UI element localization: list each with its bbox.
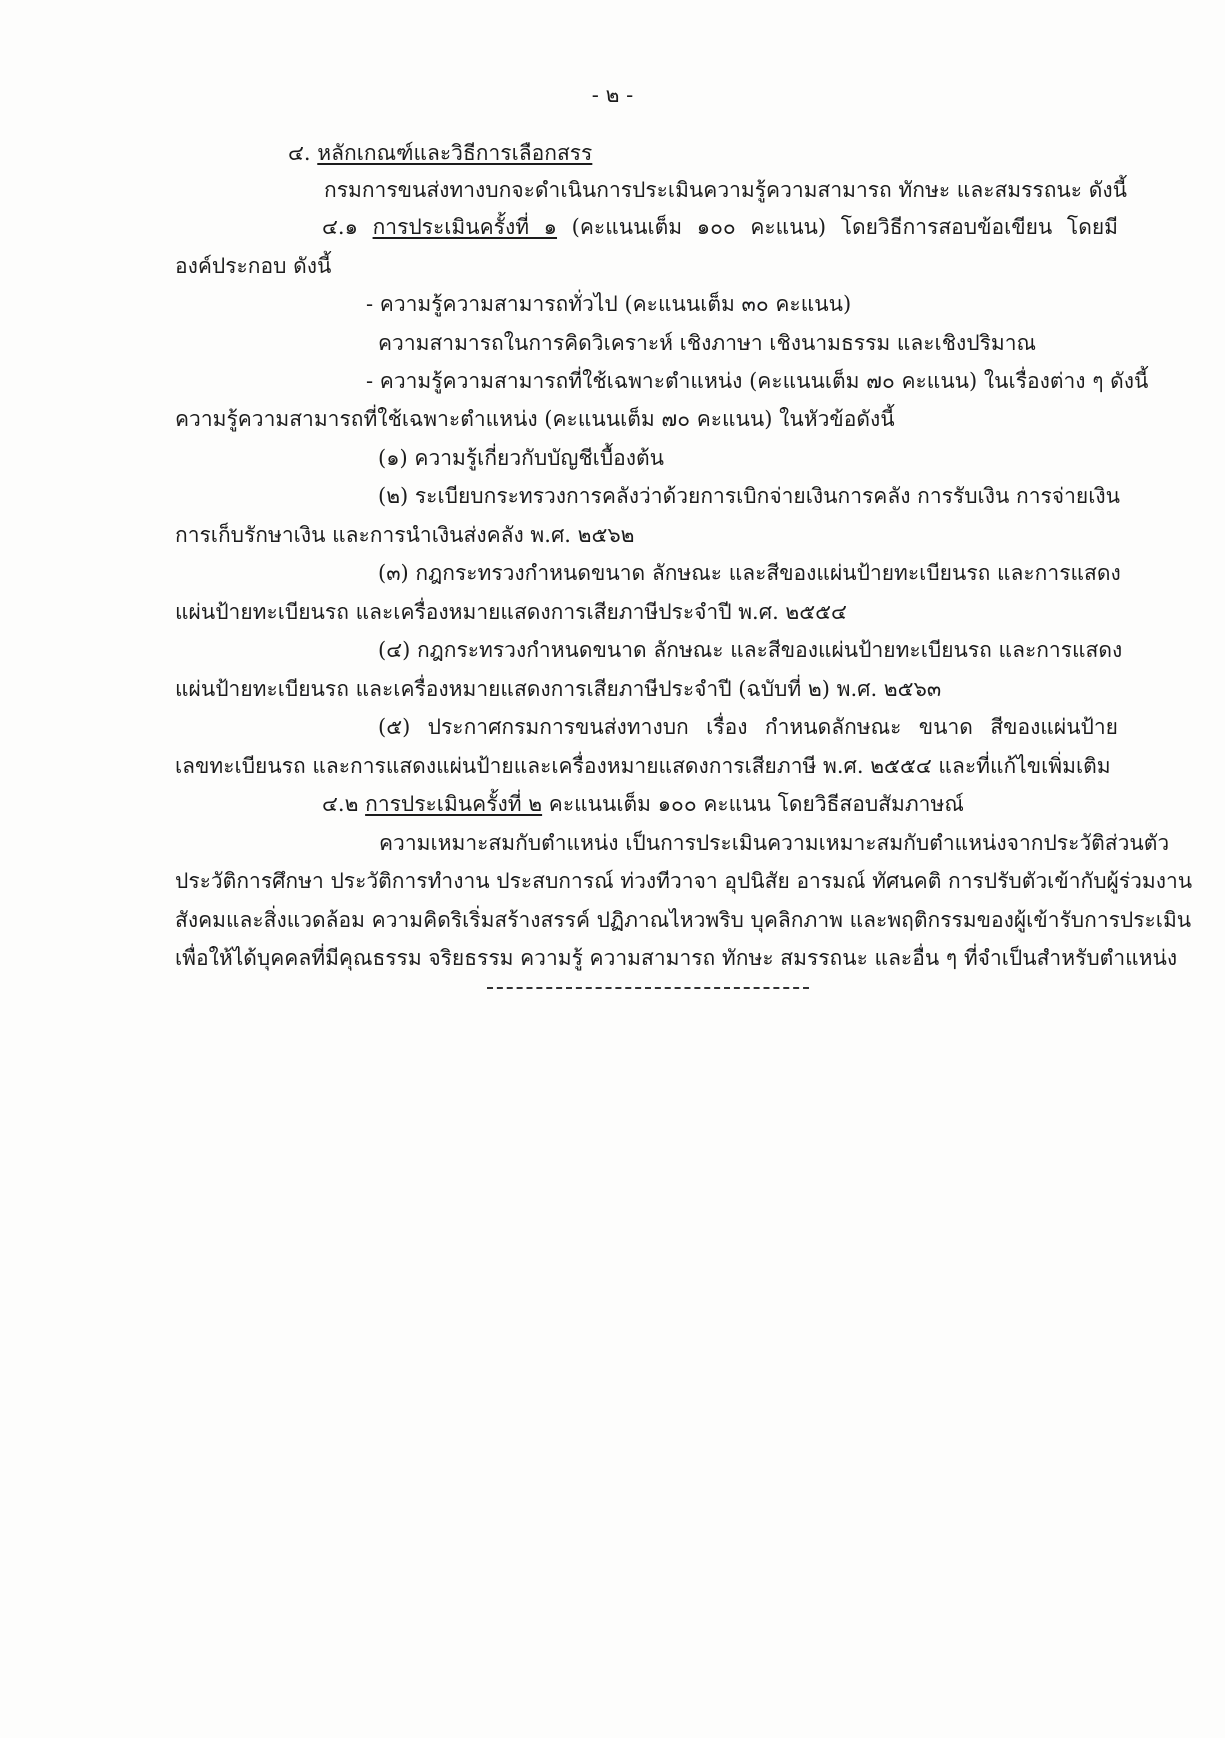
general-knowledge-detail: ความสามารถในการคิดวิเคราะห์ เชิงภาษา เชิงนามธรรม และเชิงปริมาณ xyxy=(378,331,1036,355)
section-title: หลักเกณฑ์และวิธีการเลือกสรร xyxy=(317,141,593,165)
topic-item-cont: แผ่นป้ายทะเบียนรถ และเครื่องหมายแสดงการเสียภาษีประจำปี พ.ศ. ๒๕๕๔ xyxy=(175,600,847,624)
topic-item: (๑) ความรู้เกี่ยวกับบัญชีเบื้องต้น xyxy=(378,446,665,470)
assessment1-title: การประเมินครั้งที่ ๑ xyxy=(372,215,558,239)
assessment2-paragraph-line: เพื่อให้ได้บุคคลที่มีคุณธรรม จริยธรรม ความรู้ ความสามารถ ทักษะ สมรรถนะ และอื่น ๆ ที่จำเป็นสำหรับตำแหน่ง xyxy=(175,946,1178,970)
topic-item: (๓) กฎกระทรวงกำหนดขนาด ลักษณะ และสีของแผ่นป้ายทะเบียนรถ และการแสดง xyxy=(378,561,1121,585)
assessment2-paragraph-line: ประวัติการศึกษา ประวัติการทำงาน ประสบการณ์ ท่วงทีวาจา อุปนิสัย อารมณ์ ทัศนคติ การปรับตัวเข้ากับผู้ร่วมงาน xyxy=(175,869,1193,893)
topic-item: (๔) กฎกระทรวงกำหนดขนาด ลักษณะ และสีของแผ่นป้ายทะเบียนรถ และการแสดง xyxy=(378,638,1123,662)
end-divider xyxy=(487,987,809,989)
topic-item: (๒) ระเบียบกระทรวงการคลังว่าด้วยการเบิกจ่ายเงินการคลัง การรับเงิน การจ่ายเงิน xyxy=(378,484,1120,508)
topic-item-cont: แผ่นป้ายทะเบียนรถ และเครื่องหมายแสดงการเสียภาษีประจำปี (ฉบับที่ ๒) พ.ศ. ๒๕๖๓ xyxy=(175,677,942,701)
assessment2-desc: คะแนนเต็ม ๑๐๐ คะแนน โดยวิธีสอบสัมภาษณ์ xyxy=(548,792,964,816)
assessment1-number: ๔.๑ xyxy=(322,215,358,239)
assessment2-title: การประเมินครั้งที่ ๒ xyxy=(365,792,543,816)
topic-item: (๕) ประกาศกรมการขนส่งทางบก เรื่อง กำหนดลักษณะ ขนาด สีของแผ่นป้าย xyxy=(378,715,1118,739)
general-knowledge: - ความรู้ความสามารถทั่วไป (คะแนนเต็ม ๓๐ คะแนน) xyxy=(366,292,852,316)
assessment2-paragraph-line: สังคมและสิ่งแวดล้อม ความคิดริเริ่มสร้างสรรค์ ปฏิภาณไหวพริบ บุคลิกภาพ และพฤติกรรมของผู้เข้ารับการประเมิน xyxy=(175,908,1192,932)
topic-item-cont: การเก็บรักษาเงิน และการนำเงินส่งคลัง พ.ศ. ๒๕๖๒ xyxy=(175,523,635,547)
assessment2-number: ๔.๒ xyxy=(322,792,359,816)
assessment2-header xyxy=(322,791,964,817)
page-number: - ๒ - xyxy=(591,83,634,107)
section-number: ๔. xyxy=(288,141,311,165)
specific-knowledge: - ความรู้ความสามารถที่ใช้เฉพาะตำแหน่ง (คะแนนเต็ม ๗๐ คะแนน) ในเรื่องต่าง ๆ ดังนี้ xyxy=(366,369,1149,393)
section-heading xyxy=(288,140,592,166)
specific-knowledge-cont: ความรู้ความสามารถที่ใช้เฉพาะตำแหน่ง (คะแนนเต็ม ๗๐ คะแนน) ในหัวข้อดังนี้ xyxy=(175,407,895,431)
assessment1-desc-cont: องค์ประกอบ ดังนี้ xyxy=(175,254,332,278)
section-intro: กรมการขนส่งทางบกจะดำเนินการประเมินความรู้ความสามารถ ทักษะ และสมรรถนะ ดังนี้ xyxy=(324,178,1127,202)
assessment2-paragraph-line: ความเหมาะสมกับตำแหน่ง เป็นการประเมินความเหมาะสมกับตำแหน่งจากประวัติส่วนตัว xyxy=(379,831,1170,855)
topic-item-cont: เลขทะเบียนรถ และการแสดงแผ่นป้ายและเครื่องหมายแสดงการเสียภาษี พ.ศ. ๒๕๕๔ และที่แก้ไขเพิ่มเติม xyxy=(175,754,1111,778)
assessment1-desc: (คะแนนเต็ม ๑๐๐ คะแนน) โดยวิธีการสอบข้อเขียน โดยมี xyxy=(571,215,1118,239)
assessment1-header xyxy=(175,214,1118,240)
